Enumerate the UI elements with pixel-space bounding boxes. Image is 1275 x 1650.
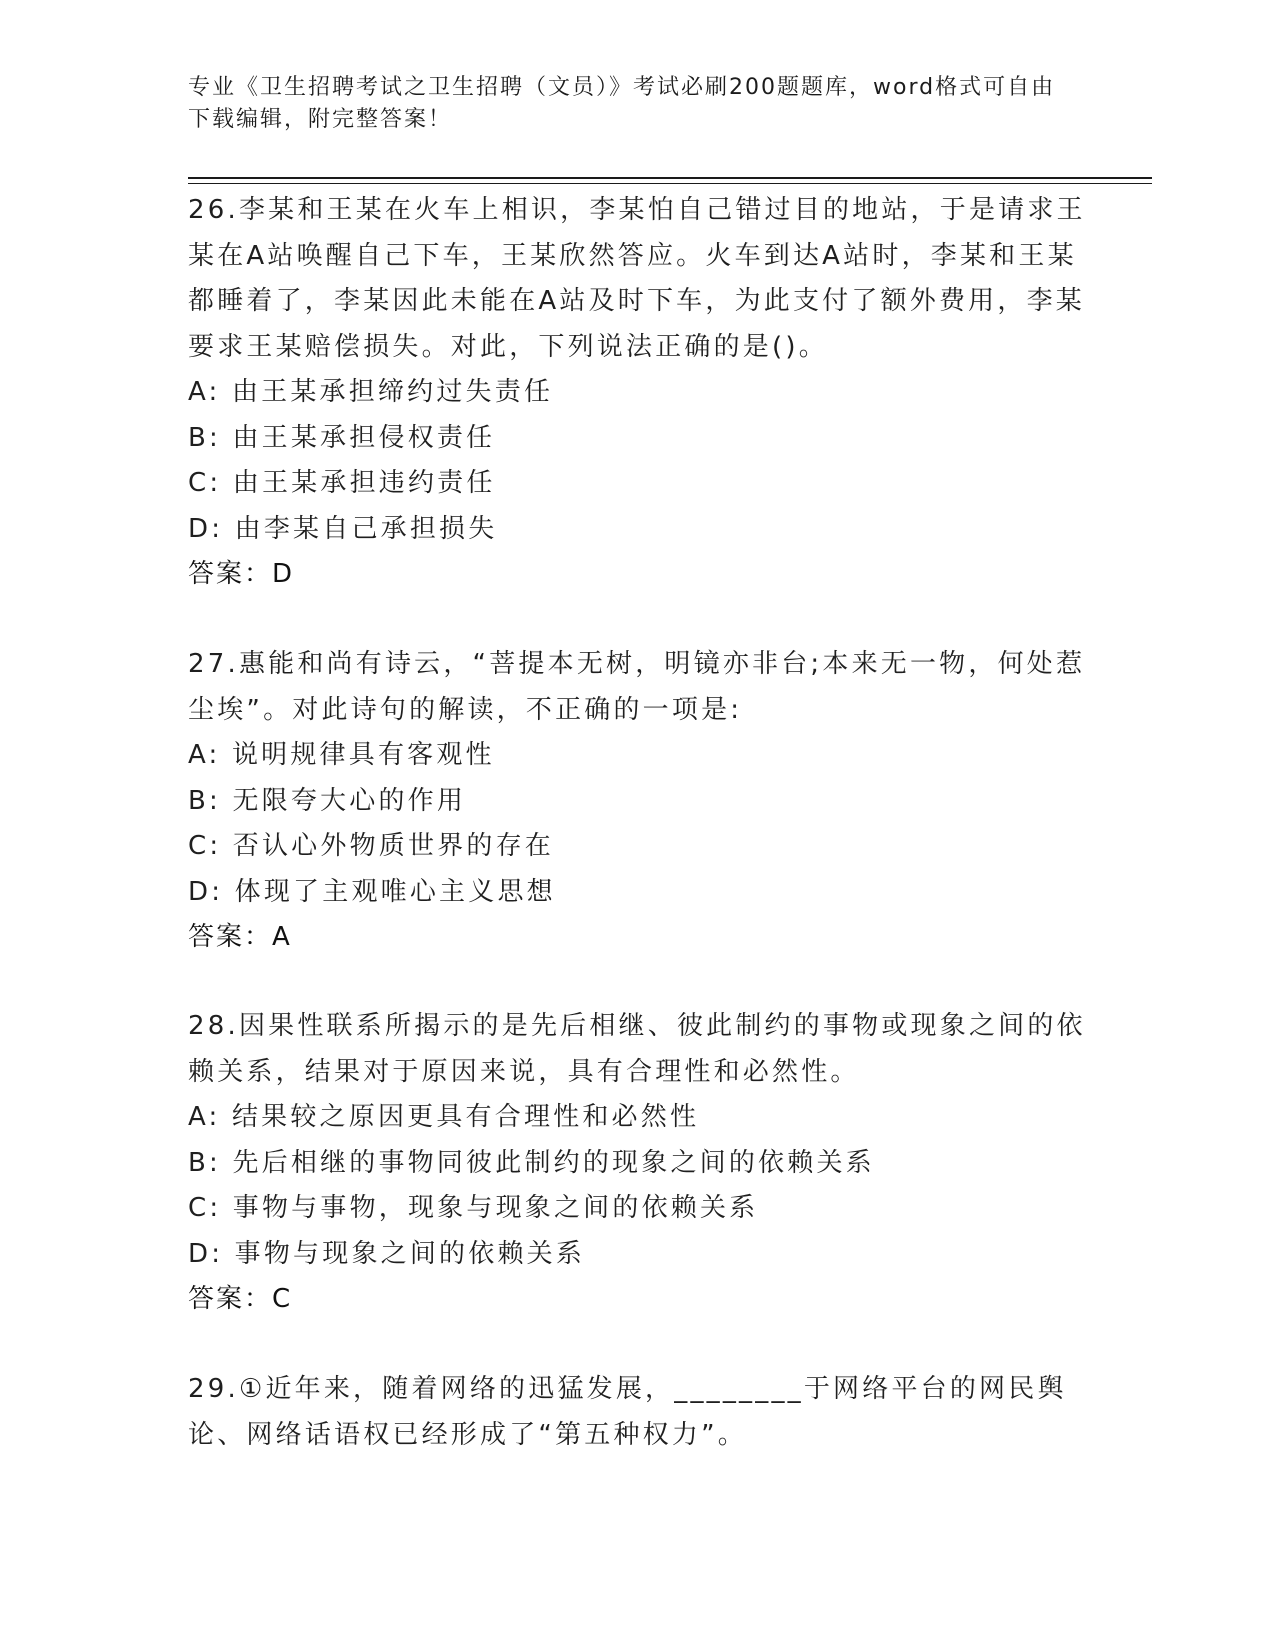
answer: 答案：A bbox=[188, 922, 292, 952]
option-c: C: 由王某承担违约责任 bbox=[188, 468, 496, 498]
option-d: D: 由李某自己承担损失 bbox=[188, 513, 498, 544]
answer: 答案：D bbox=[188, 559, 295, 589]
question-26 bbox=[188, 188, 1088, 598]
option-d: D: 事物与现象之间的依赖关系 bbox=[188, 1238, 586, 1269]
option-d: D: 体现了主观唯心主义思想 bbox=[188, 876, 556, 907]
question-text: 29.①近年来，随着网络的迅猛发展，________于网络平台的网民舆论、网络话语权已经形成了“第五种权力”。 bbox=[188, 1374, 1067, 1450]
header-divider-thick bbox=[188, 177, 1152, 179]
option-c: C: 事物与事物，现象与现象之间的依赖关系 bbox=[188, 1193, 759, 1223]
option-a: A: 结果较之原因更具有合理性和必然性 bbox=[188, 1102, 700, 1132]
option-a: A: 由王某承担缔约过失责任 bbox=[188, 377, 554, 407]
document-header: 专业《卫生招聘考试之卫生招聘（文员）》考试必刷200题题库，word格式可自由下载编辑，附完整答案！ bbox=[188, 75, 1056, 132]
option-b: B: 无限夸大心的作用 bbox=[188, 785, 467, 816]
option-a: A: 说明规律具有客观性 bbox=[188, 740, 495, 770]
question-27 bbox=[188, 642, 1088, 961]
option-c: C: 否认心外物质世界的存在 bbox=[188, 831, 554, 861]
header-divider-thin bbox=[188, 183, 1152, 184]
question-text: 26.李某和王某在火车上相识，李某怕自己错过目的地站，于是请求王某在A站唤醒自己下车，王某欣然答应。火车到达A站时，李某和王某都睡着了，李某因此未能在A站及时下车，为此支付了额外费用，李某要求王某赔偿损失。对此，下列说法正确的是()。 bbox=[188, 195, 1086, 362]
question-29 bbox=[188, 1367, 1088, 1458]
question-text: 27.惠能和尚有诗云，“菩提本无树，明镜亦非台;本来无一物，何处惹尘埃”。对此诗句的解读，不正确的一项是: bbox=[188, 649, 1086, 725]
answer: 答案：C bbox=[188, 1284, 293, 1314]
question-28 bbox=[188, 1004, 1088, 1323]
question-text: 28.因果性联系所揭示的是先后相继、彼此制约的事物或现象之间的依赖关系，结果对于原因来说，具有合理性和必然性。 bbox=[188, 1011, 1086, 1087]
option-b: B: 先后相继的事物同彼此制约的现象之间的依赖关系 bbox=[188, 1147, 875, 1178]
option-b: B: 由王某承担侵权责任 bbox=[188, 422, 496, 453]
